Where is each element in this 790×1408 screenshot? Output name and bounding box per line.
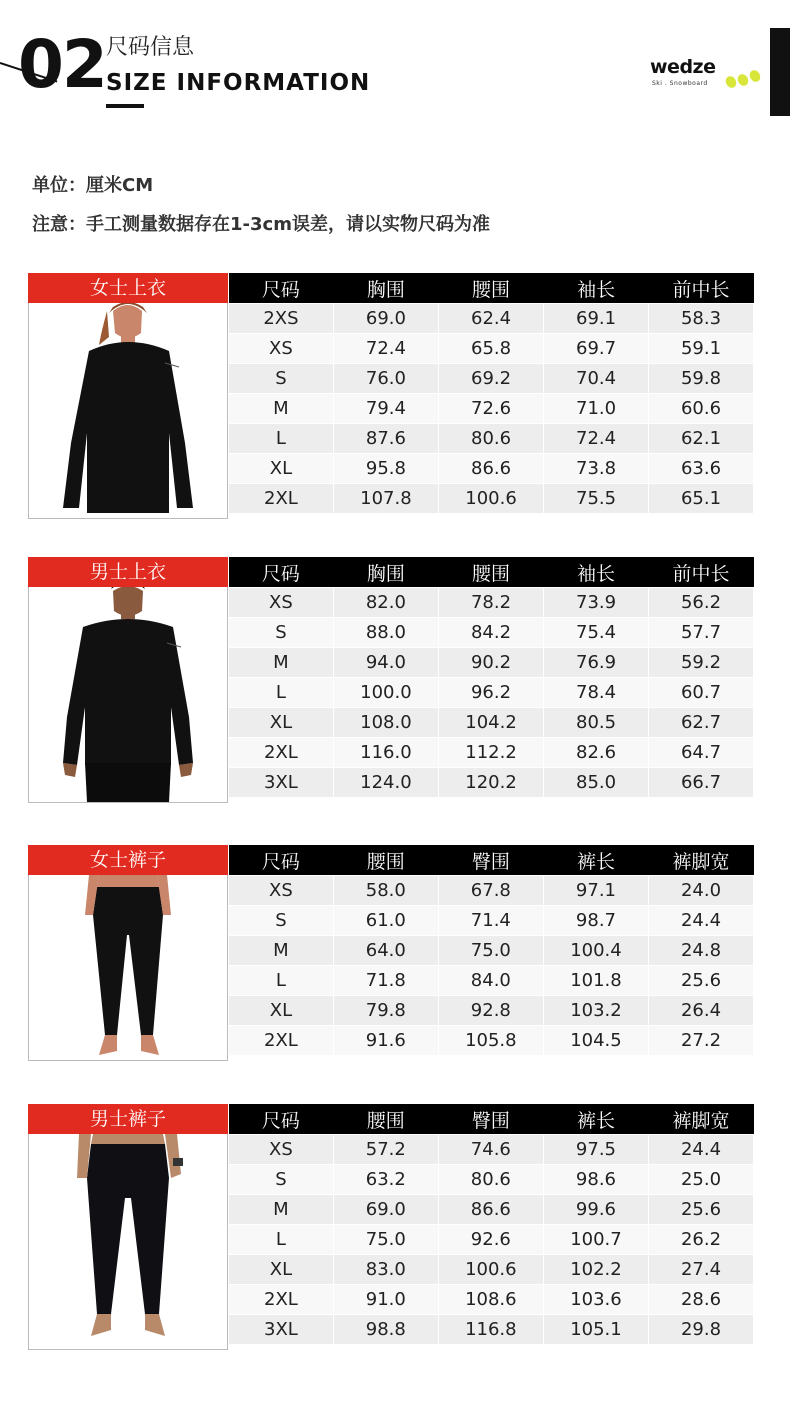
table-cell: 60.7 [649, 678, 754, 708]
block-label: 男士裤子 [28, 1104, 228, 1134]
table-cell: XS [229, 334, 334, 364]
table-cell: 96.2 [438, 678, 543, 708]
table-row [229, 394, 754, 424]
table-cell: 105.8 [438, 1026, 543, 1056]
table-cell: M [229, 648, 334, 678]
col-header: 袖长 [544, 273, 649, 304]
table-cell: L [229, 966, 334, 996]
table-row [229, 334, 754, 364]
table-cell: 73.8 [544, 454, 649, 484]
table-cell: 65.8 [438, 334, 543, 364]
table-cell: 25.6 [649, 1195, 754, 1225]
table-cell: 85.0 [544, 768, 649, 798]
table-cell: 57.2 [333, 1135, 438, 1165]
table-cell: 86.6 [438, 1195, 543, 1225]
table-cell: M [229, 1195, 334, 1225]
section-number: 02 [18, 26, 106, 103]
block-label: 男士上衣 [28, 557, 228, 587]
table-row [229, 1135, 754, 1165]
table-cell: 97.1 [543, 876, 648, 906]
table-cell: 24.0 [649, 876, 754, 906]
table-cell: 27.2 [649, 1026, 754, 1056]
col-header: 裤脚宽 [649, 845, 754, 876]
table-cell: 56.2 [649, 588, 754, 618]
product-photo-mens-pants [28, 1134, 228, 1350]
table-cell: 59.2 [649, 648, 754, 678]
table-cell: 103.2 [543, 996, 648, 1026]
table-cell: 2XL [229, 1026, 334, 1056]
table-cell: 100.6 [438, 484, 543, 514]
table-cell: 69.1 [544, 304, 649, 334]
table-cell: 26.2 [649, 1225, 754, 1255]
table-row [229, 768, 754, 798]
table-cell: 80.6 [438, 424, 543, 454]
table-cell: 24.4 [649, 1135, 754, 1165]
table-cell: 69.2 [438, 364, 543, 394]
col-header: 臀围 [438, 845, 543, 876]
table-cell: 3XL [229, 1315, 334, 1345]
col-header: 袖长 [544, 557, 649, 588]
col-header: 裤长 [543, 1104, 648, 1135]
table-cell: 28.6 [649, 1285, 754, 1315]
table-cell: 62.4 [438, 304, 543, 334]
table-row [229, 454, 754, 484]
table-cell: 70.4 [544, 364, 649, 394]
table-row [229, 708, 754, 738]
table-cell: 72.6 [438, 394, 543, 424]
table-row [229, 1195, 754, 1225]
table-row [229, 1255, 754, 1285]
table-cell: 83.0 [333, 1255, 438, 1285]
table-cell: 95.8 [333, 454, 438, 484]
table-cell: 80.5 [544, 708, 649, 738]
brand-tagline: Ski . Snowboard [652, 80, 708, 87]
table-row [229, 424, 754, 454]
table-cell: 62.7 [649, 708, 754, 738]
table-cell: 72.4 [544, 424, 649, 454]
col-header: 尺码 [229, 845, 334, 876]
table-cell: XL [229, 1255, 334, 1285]
womens-pants-model-icon [29, 875, 227, 1060]
table-cell: 26.4 [649, 996, 754, 1026]
table-cell: 112.2 [438, 738, 543, 768]
table-cell: 3XL [229, 768, 334, 798]
table-cell: 88.0 [333, 618, 438, 648]
table-row [229, 1165, 754, 1195]
table-cell: 91.0 [333, 1285, 438, 1315]
table-cell: 104.2 [438, 708, 543, 738]
col-header: 尺码 [229, 273, 334, 304]
table-cell: 66.7 [649, 768, 754, 798]
table-row [229, 364, 754, 394]
table-cell: 91.6 [333, 1026, 438, 1056]
col-header: 前中长 [649, 557, 754, 588]
table-cell: 100.7 [543, 1225, 648, 1255]
table-cell: 71.8 [333, 966, 438, 996]
table-cell: 75.4 [544, 618, 649, 648]
section-title-en: SIZE INFORMATION [106, 70, 371, 96]
table-cell: L [229, 678, 334, 708]
table-cell: 58.3 [649, 304, 754, 334]
table-cell: 59.8 [649, 364, 754, 394]
table-cell: 61.0 [333, 906, 438, 936]
table-cell: 100.6 [438, 1255, 543, 1285]
measurement-notice: 注意：手工测量数据存在1-3cm误差，请以实物尺码为准 [32, 214, 490, 235]
table-cell: 62.1 [649, 424, 754, 454]
col-header: 腰围 [333, 845, 438, 876]
table-cell: 63.2 [333, 1165, 438, 1195]
table-cell: 72.4 [333, 334, 438, 364]
block-label: 女士上衣 [28, 273, 228, 303]
table-row [229, 1026, 754, 1056]
table-cell: 2XL [229, 1285, 334, 1315]
table-cell: 104.5 [543, 1026, 648, 1056]
table-row [229, 876, 754, 906]
col-header: 胸围 [333, 557, 438, 588]
table-cell: 98.6 [543, 1165, 648, 1195]
table-cell: XS [229, 1135, 334, 1165]
table-cell: 87.6 [333, 424, 438, 454]
table-cell: 74.6 [438, 1135, 543, 1165]
table-cell: 120.2 [438, 768, 543, 798]
table-cell: 57.7 [649, 618, 754, 648]
table-cell: 2XS [229, 304, 334, 334]
table-cell: 76.0 [333, 364, 438, 394]
section-title-cn: 尺码信息 [106, 35, 195, 60]
table-cell: 97.5 [543, 1135, 648, 1165]
brand-dot-icon [748, 68, 763, 83]
product-photo-womens-pants [28, 875, 228, 1061]
table-row [229, 936, 754, 966]
size-table-womens-pants [228, 845, 754, 1056]
table-row [229, 1315, 754, 1345]
table-cell: 105.1 [543, 1315, 648, 1345]
table-row [229, 484, 754, 514]
womens-top-model-icon [29, 303, 227, 518]
table-cell: 64.7 [649, 738, 754, 768]
table-cell: 100.4 [543, 936, 648, 966]
table-cell: 24.8 [649, 936, 754, 966]
table-cell: 76.9 [544, 648, 649, 678]
side-accent-bar [770, 28, 790, 116]
table-cell: S [229, 364, 334, 394]
col-header: 腰围 [438, 273, 543, 304]
brand-logo [650, 56, 762, 92]
table-cell: 24.4 [649, 906, 754, 936]
col-header: 尺码 [229, 1104, 334, 1135]
table-cell: 124.0 [333, 768, 438, 798]
col-header: 腰围 [333, 1104, 438, 1135]
table-cell: 100.0 [333, 678, 438, 708]
table-cell: 90.2 [438, 648, 543, 678]
block-label: 女士裤子 [28, 845, 228, 875]
table-cell: 25.6 [649, 966, 754, 996]
table-cell: XS [229, 876, 334, 906]
size-table-mens-pants [228, 1104, 754, 1345]
mens-pants-model-icon [29, 1134, 227, 1349]
table-row [229, 304, 754, 334]
table-cell: 71.4 [438, 906, 543, 936]
col-header: 裤脚宽 [649, 1104, 754, 1135]
table-cell: 27.4 [649, 1255, 754, 1285]
table-cell: 101.8 [543, 966, 648, 996]
brand-dot-icon [724, 74, 739, 89]
table-cell: XL [229, 708, 334, 738]
table-cell: S [229, 1165, 334, 1195]
table-cell: 103.6 [543, 1285, 648, 1315]
table-row [229, 618, 754, 648]
table-cell: 71.0 [544, 394, 649, 424]
table-cell: XL [229, 454, 334, 484]
table-cell: 86.6 [438, 454, 543, 484]
table-cell: 102.2 [543, 1255, 648, 1285]
table-row [229, 1225, 754, 1255]
table-cell: 73.9 [544, 588, 649, 618]
table-cell: 80.6 [438, 1165, 543, 1195]
table-cell: 92.8 [438, 996, 543, 1026]
table-cell: 69.0 [333, 1195, 438, 1225]
table-cell: 78.4 [544, 678, 649, 708]
table-cell: 79.4 [333, 394, 438, 424]
product-photo-mens-top [28, 587, 228, 803]
mens-top-model-icon [29, 587, 227, 802]
table-cell: L [229, 1225, 334, 1255]
title-underline [106, 104, 144, 108]
table-cell: 108.6 [438, 1285, 543, 1315]
table-row [229, 966, 754, 996]
table-cell: 63.6 [649, 454, 754, 484]
table-cell: 75.0 [333, 1225, 438, 1255]
table-cell: 84.2 [438, 618, 543, 648]
table-cell: 75.0 [438, 936, 543, 966]
table-cell: S [229, 906, 334, 936]
table-row [229, 678, 754, 708]
col-header: 胸围 [333, 273, 438, 304]
table-cell: 67.8 [438, 876, 543, 906]
table-cell: XL [229, 996, 334, 1026]
col-header: 腰围 [438, 557, 543, 588]
unit-note: 单位：厘米CM [32, 175, 154, 196]
col-header: 臀围 [438, 1104, 543, 1135]
table-cell: 25.0 [649, 1165, 754, 1195]
table-cell: 82.0 [333, 588, 438, 618]
table-cell: 58.0 [333, 876, 438, 906]
table-cell: 84.0 [438, 966, 543, 996]
table-cell: 107.8 [333, 484, 438, 514]
table-cell: 75.5 [544, 484, 649, 514]
size-table-womens-top [228, 273, 754, 514]
table-cell: 79.8 [333, 996, 438, 1026]
table-cell: 78.2 [438, 588, 543, 618]
table-cell: 29.8 [649, 1315, 754, 1345]
table-cell: 69.0 [333, 304, 438, 334]
table-cell: 116.8 [438, 1315, 543, 1345]
table-cell: 2XL [229, 738, 334, 768]
table-cell: XS [229, 588, 334, 618]
col-header: 前中长 [649, 273, 754, 304]
table-cell: 94.0 [333, 648, 438, 678]
table-row [229, 588, 754, 618]
table-cell: 2XL [229, 484, 334, 514]
col-header: 裤长 [543, 845, 648, 876]
table-cell: 98.7 [543, 906, 648, 936]
table-cell: 99.6 [543, 1195, 648, 1225]
table-row [229, 648, 754, 678]
table-cell: 98.8 [333, 1315, 438, 1345]
col-header: 尺码 [229, 557, 334, 588]
table-row [229, 906, 754, 936]
table-cell: 69.7 [544, 334, 649, 364]
table-cell: M [229, 394, 334, 424]
table-cell: L [229, 424, 334, 454]
product-photo-womens-top [28, 303, 228, 519]
size-table-mens-top [228, 557, 754, 798]
table-cell: M [229, 936, 334, 966]
table-cell: 59.1 [649, 334, 754, 364]
table-row [229, 1285, 754, 1315]
table-row [229, 738, 754, 768]
table-cell: 60.6 [649, 394, 754, 424]
table-cell: 82.6 [544, 738, 649, 768]
table-cell: 108.0 [333, 708, 438, 738]
table-cell: 64.0 [333, 936, 438, 966]
table-cell: 65.1 [649, 484, 754, 514]
brand-name: wedze [650, 56, 716, 78]
table-cell: S [229, 618, 334, 648]
table-cell: 116.0 [333, 738, 438, 768]
brand-dot-icon [736, 72, 751, 87]
table-row [229, 996, 754, 1026]
table-cell: 92.6 [438, 1225, 543, 1255]
